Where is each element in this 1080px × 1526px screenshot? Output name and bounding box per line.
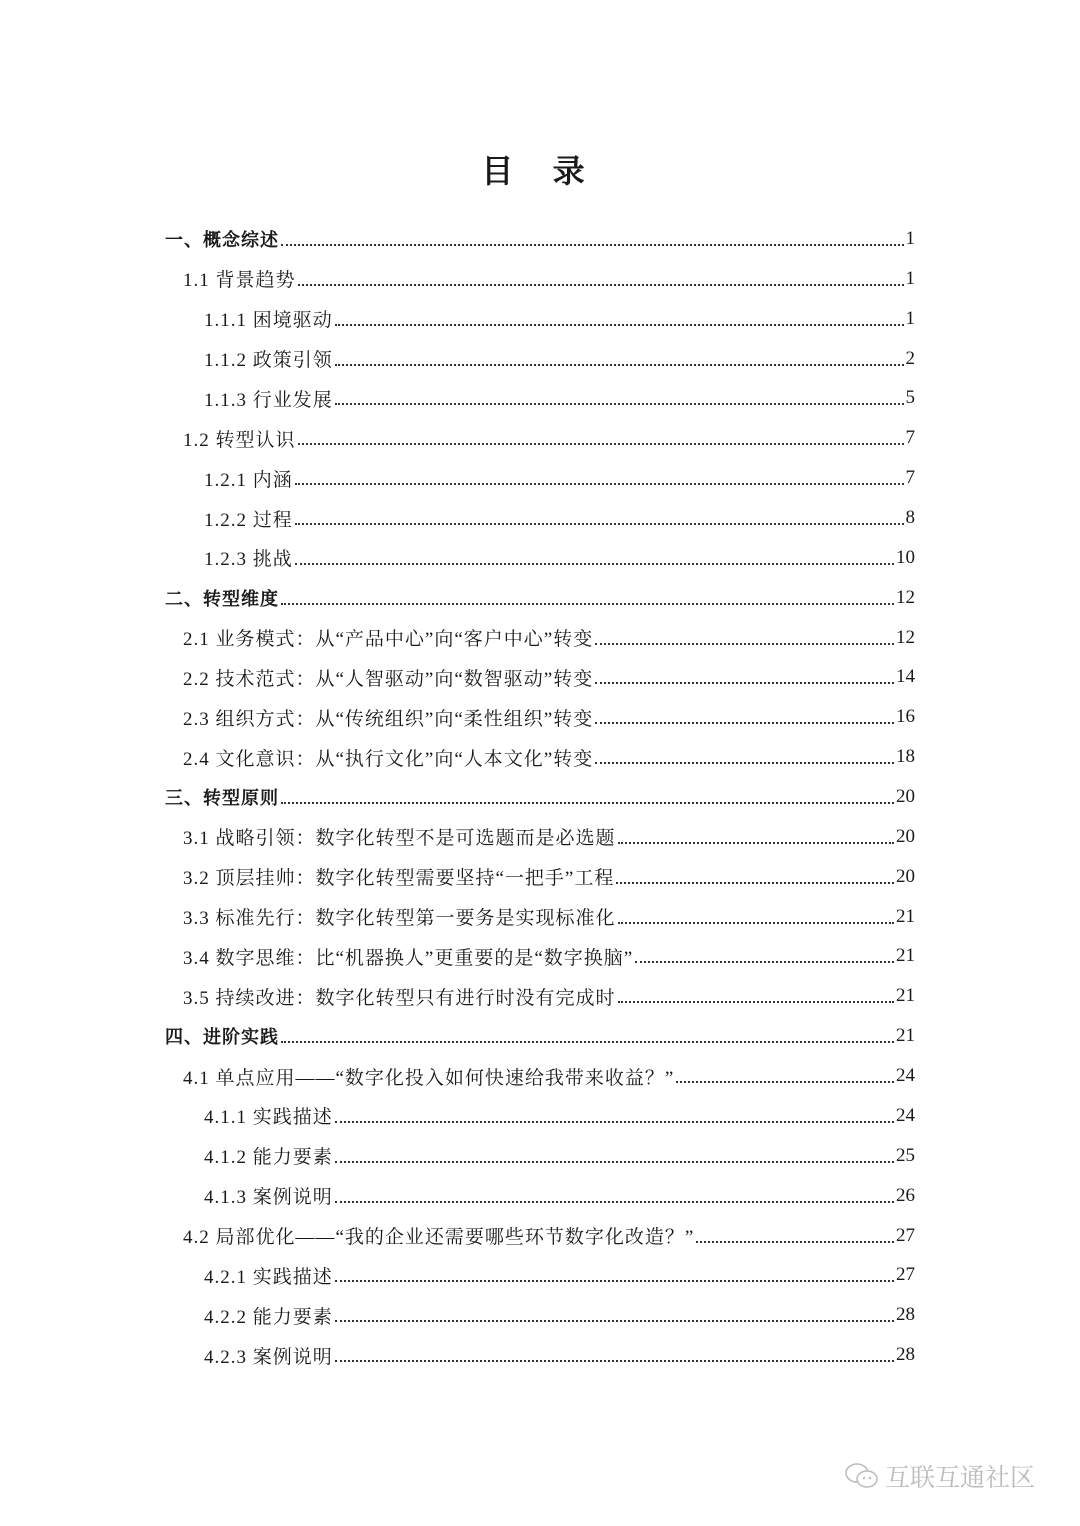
toc-entry[interactable] <box>183 658 915 696</box>
toc-entry[interactable] <box>204 1137 915 1175</box>
toc-entry-label: 4.2.3 案例说明 <box>204 1346 333 1368</box>
toc-entry[interactable] <box>183 937 915 975</box>
toc-entry-label: 3.3 标准先行：数字化转型第一要务是实现标准化 <box>183 908 616 930</box>
toc-entry-label: 4.1.1 实践描述 <box>204 1107 333 1129</box>
toc-entry[interactable] <box>165 220 915 258</box>
toc-entry[interactable] <box>204 379 915 417</box>
toc-entry[interactable] <box>204 340 915 378</box>
dot-leader <box>281 244 904 246</box>
toc-entry-page: 24 <box>896 1065 915 1087</box>
toc-entry[interactable] <box>183 1057 915 1095</box>
dot-leader <box>335 1280 894 1282</box>
dot-leader <box>335 1201 894 1203</box>
dot-leader <box>618 922 894 924</box>
watermark <box>845 1458 1035 1494</box>
toc-entry-page: 12 <box>896 586 915 608</box>
toc-entry-page: 21 <box>896 985 915 1007</box>
toc-entry[interactable] <box>183 619 915 657</box>
toc-entry-page: 21 <box>896 945 915 967</box>
toc-entry[interactable] <box>204 1336 915 1374</box>
toc-entry-page: 20 <box>896 865 915 887</box>
toc-entry-page: 16 <box>896 706 915 728</box>
toc-entry-label: 1.1.3 行业发展 <box>204 389 333 411</box>
toc-entry-page: 14 <box>896 666 915 688</box>
toc-entry-page: 12 <box>896 626 915 648</box>
toc-entry-page: 7 <box>905 427 915 449</box>
toc-entry-page: 10 <box>896 546 915 568</box>
toc-entry-label: 4.1 单点应用——“数字化投入如何快速给我带来收益？” <box>183 1067 675 1089</box>
dot-leader <box>676 1081 894 1083</box>
dot-leader <box>595 682 894 684</box>
toc-entry-page: 25 <box>896 1144 915 1166</box>
toc-entry-page: 27 <box>896 1264 915 1286</box>
toc-entry-page: 28 <box>896 1344 915 1366</box>
toc-entry[interactable] <box>183 260 915 298</box>
toc-entry-page: 8 <box>905 507 915 529</box>
dot-leader <box>281 603 894 605</box>
toc-entry-label: 2.4 文化意识：从“执行文化”向“人本文化”转变 <box>183 748 594 770</box>
toc-entry[interactable] <box>183 858 915 896</box>
toc-entry-page: 18 <box>896 746 915 768</box>
toc-entry-page: 24 <box>896 1104 915 1126</box>
toc-entry-label: 1.2 转型认识 <box>183 429 296 451</box>
toc-entry[interactable] <box>204 499 915 537</box>
dot-leader <box>298 284 904 286</box>
dot-leader <box>295 563 894 565</box>
toc-entry[interactable] <box>183 898 915 936</box>
toc-entry-label: 1.2.3 挑战 <box>204 549 293 571</box>
toc-entry-label: 2.1 业务模式：从“产品中心”向“客户中心”转变 <box>183 629 594 651</box>
toc-entry[interactable] <box>183 698 915 736</box>
dot-leader <box>335 1161 894 1163</box>
toc-entry[interactable] <box>165 778 915 816</box>
toc-entry-page: 21 <box>896 1025 915 1047</box>
toc-entry[interactable] <box>183 1217 915 1255</box>
dot-leader <box>335 1320 894 1322</box>
toc-entry[interactable] <box>183 977 915 1015</box>
toc-entry-label: 2.2 技术范式：从“人智驱动”向“数智驱动”转变 <box>183 668 594 690</box>
dot-leader <box>335 403 904 405</box>
dot-leader <box>281 802 894 804</box>
dot-leader <box>281 1041 894 1043</box>
toc-entry-label: 四、进阶实践 <box>165 1027 279 1049</box>
toc-entry[interactable] <box>183 738 915 776</box>
page-title: 目 录 <box>481 152 599 190</box>
toc-entry-label: 1.1 背景趋势 <box>183 270 296 292</box>
toc-entry-label: 4.2 局部优化——“我的企业还需要哪些环节数字化改造？” <box>183 1227 695 1248</box>
watermark-text: 互联互通社区 <box>885 1463 1036 1492</box>
dot-leader <box>335 364 904 366</box>
dot-leader <box>295 523 904 525</box>
dot-leader <box>298 443 904 445</box>
toc-entry[interactable] <box>204 459 915 497</box>
toc-entry-label: 1.1.2 政策引领 <box>204 350 333 372</box>
dot-leader <box>696 1241 894 1243</box>
dot-leader <box>616 882 894 884</box>
toc-entry-page: 7 <box>905 467 915 489</box>
dot-leader <box>595 643 894 645</box>
wechat-icon <box>845 1462 879 1490</box>
toc-entry[interactable] <box>204 1097 915 1135</box>
toc-entry[interactable] <box>165 579 915 617</box>
toc-entry-label: 1.1.1 困境驱动 <box>204 310 333 332</box>
toc-entry-page: 5 <box>905 387 915 409</box>
toc-entry-page: 26 <box>896 1184 915 1206</box>
toc-entry-page: 20 <box>896 786 915 808</box>
toc-entry-label: 3.2 顶层挂帅：数字化转型需要坚持“一把手”工程 <box>183 868 615 890</box>
toc-entry-label: 3.5 持续改进：数字化转型只有进行时没有完成时 <box>183 987 616 1009</box>
dot-leader <box>335 1121 894 1123</box>
toc-entry-label: 4.2.1 实践描述 <box>204 1266 333 1288</box>
dot-leader <box>618 842 894 844</box>
toc-entry-page: 1 <box>905 228 915 249</box>
toc-entry-page: 28 <box>896 1304 915 1326</box>
dot-leader <box>595 762 894 764</box>
toc-entry-label: 二、转型维度 <box>165 588 279 610</box>
toc-entry-page: 21 <box>896 905 915 927</box>
toc-entry-label: 1.2.2 过程 <box>204 509 293 531</box>
toc-entry-page: 20 <box>896 825 915 847</box>
toc-entry[interactable] <box>204 1256 915 1294</box>
toc-entry-label: 1.2.1 内涵 <box>204 469 293 491</box>
toc-entry-label: 4.2.2 能力要素 <box>204 1306 333 1328</box>
toc-entry-label: 4.1.2 能力要素 <box>204 1147 333 1169</box>
toc-entry-label: 2.3 组织方式：从“传统组织”向“柔性组织”转变 <box>183 708 594 730</box>
toc-entry-page: 1 <box>905 267 915 289</box>
toc-entry-page: 27 <box>896 1224 915 1246</box>
dot-leader <box>618 1001 894 1003</box>
toc-entry-label: 3.4 数字思维：比“机器换人”更重要的是“数字换脑” <box>183 947 634 969</box>
dot-leader <box>295 483 904 485</box>
toc-entry[interactable] <box>183 818 915 856</box>
toc-entry-page: 1 <box>905 307 915 329</box>
toc-entry-label: 三、转型原则 <box>165 788 279 810</box>
toc-entry[interactable] <box>204 300 915 338</box>
dot-leader <box>335 324 904 326</box>
toc-entry[interactable] <box>204 1177 915 1215</box>
dot-leader <box>595 722 894 724</box>
toc-entry[interactable] <box>204 539 915 577</box>
dot-leader <box>335 1360 894 1362</box>
toc-entry[interactable] <box>183 419 915 457</box>
toc-entry-label: 一、概念综述 <box>165 230 279 251</box>
toc-entry[interactable] <box>165 1017 915 1055</box>
toc-entry-page: 2 <box>905 347 915 369</box>
toc-entry-label: 3.1 战略引领：数字化转型不是可选题而是必选题 <box>183 828 616 850</box>
toc-entry-label: 4.1.3 案例说明 <box>204 1187 333 1209</box>
dot-leader <box>635 961 894 963</box>
toc-entry[interactable] <box>204 1296 915 1334</box>
